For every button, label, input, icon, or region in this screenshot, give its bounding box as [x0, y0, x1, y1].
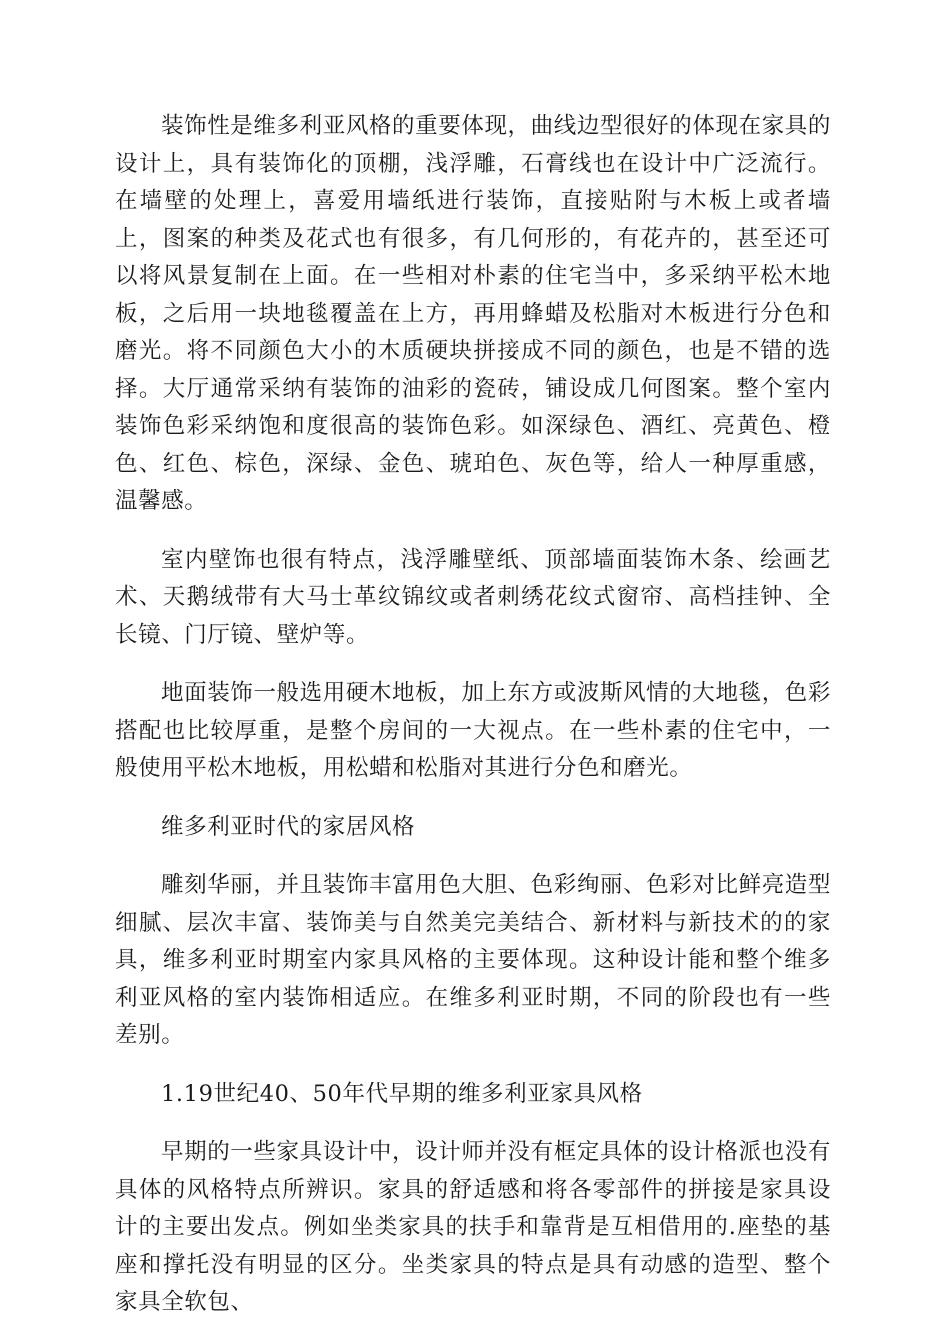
paragraph-decoration: 装饰性是维多利亚风格的重要体现，曲线边型很好的体现在家具的设计上，具有装饰化的顶棚，浅浮雕，石膏线也在设计中广泛流行。在墙壁的处理上，喜爱用墙纸进行装饰，直接贴附与木板上或者墙上，图案的种类及花式也有很多，有几何形的，有花卉的，甚至还可以将风景复制在上面。在一些相对朴素的住宅当中，多采纳平松木地板，之后用一块地毯覆盖在上方，再用蜂蜡及松脂对木板进行分色和磨光。将不同颜色大小的木质硬块拼接成不同的颜色，也是不错的选择。大厅通常采纳有装饰的油彩的瓷砖，铺设成几何图案。整个室内装饰色彩采纳饱和度很高的装饰色彩。如深绿色、酒红、亮黄色、橙色、红色、棕色，深绿、金色、琥珀色、灰色等，给人一种厚重感，温馨感。: [115, 113, 831, 514]
paragraph-wall-decor: 室内壁饰也很有特点，浅浮雕壁纸、顶部墙面装饰木条、绘画艺术、天鹅绒带有大马士革纹锦纹或者刺绣花纹式窗帘、高档挂钟、全长镜、门厅镜、壁炉等。: [115, 546, 831, 648]
section-heading-early-period: 1.19世纪40、50年代早期的维多利亚家具风格: [161, 1080, 643, 1107]
paragraph-floor-decor: 地面装饰一般选用硬木地板，加上东方或波斯风情的大地毯，色彩搭配也比较厚重，是整个房间的一大视点。在一些朴素的住宅中，一般使用平松木地板，用松蜡和松脂对其进行分色和磨光。: [115, 680, 831, 781]
document-body: [115, 108, 831, 1343]
paragraph-early-furniture: 早期的一些家具设计中，设计师并没有框定具体的设计格派也没有具体的风格特点所辨识。家具的舒适感和将各零部件的拼接是家具设计的主要出发点。例如坐类家具的扶手和靠背是互相借用的.座垫的基座和撑托没有明显的区分。坐类家具的特点是具有动感的造型、整个家具全软包、: [115, 1139, 831, 1315]
section-heading-home-style: 维多利亚时代的家居风格: [161, 813, 416, 840]
paragraph-furniture-style: 雕刻华丽，并且装饰丰富用色大胆、色彩绚丽、色彩对比鲜亮造型细腻、层次丰富、装饰美与自然美完美结合、新材料与新技术的的家具，维多利亚时期室内家具风格的主要体现。这种设计能和整个维多利亚风格的室内装饰相适应。在维多利亚时期，不同的阶段也有一些差别。: [115, 872, 831, 1048]
